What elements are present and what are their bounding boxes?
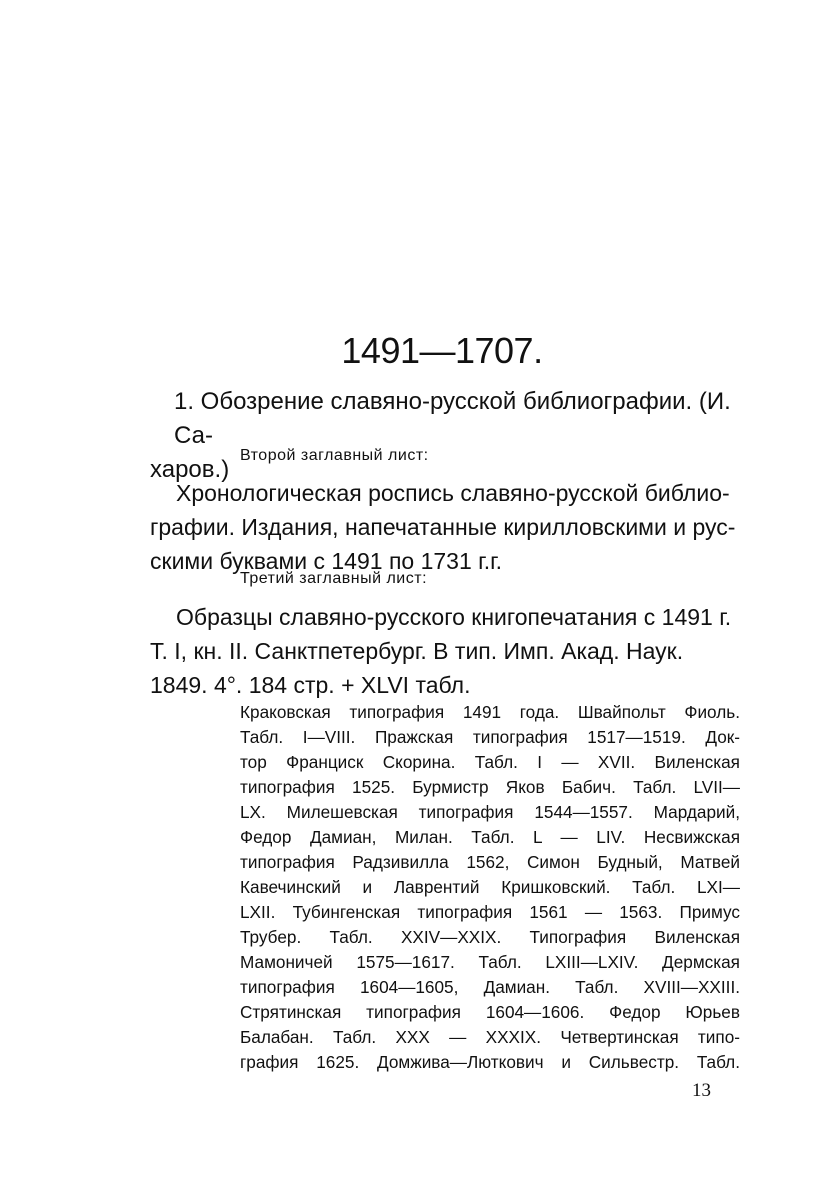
contents-line: графия 1625. Домжива—Люткович и Сильвестр. Табл. [240,1052,740,1072]
third-title-line-3: 1849. 4°. 184 стр. + XLVI табл. [150,672,471,698]
entry-title-line-1: 1. Обозрение славяно-русской библиографии. (И. Са- [174,388,731,449]
contents-line: типография 1604—1605, Дамиан. Табл. XVIII—XXIII. [240,977,740,997]
contents-line: LXII. Тубингенская типография 1561 — 1563. Примус [240,902,740,922]
contents-paragraph [240,700,740,1075]
contents-line: Балабан. Табл. XXX — XXXIX. Четвертинская типо- [240,1027,740,1047]
third-title-line-2: Т. I, кн. II. Санктпетербург. В тип. Имп. Акад. Наук. [150,638,684,664]
page-number: 13 [692,1080,711,1101]
contents-line: типография Радзивилла 1562, Симон Будный, Матвей [240,852,740,872]
contents-line: LX. Милешевская типография 1544—1557. Мардарий, [240,802,740,822]
contents-line: Стрятинская типография 1604—1606. Федор Юрьев [240,1002,740,1022]
contents-line: Табл. I—VIII. Пражская типография 1517—1519. Док- [240,727,740,747]
contents-line: типография 1525. Бурмистр Яков Бабич. Табл. LVII— [240,777,740,797]
contents-line: Федор Дамиан, Милан. Табл. L — LIV. Несвижская [240,827,740,847]
contents-line: Краковская типография 1491 года. Швайпольт Фиоль. [240,702,740,722]
second-title-line-1: Хронологическая роспись славяно-русской библио- [176,480,730,506]
section-heading: 1491—1707. [341,330,543,371]
third-title-label: Третий заглавный лист: [240,570,428,587]
third-title-line-1: Образцы славяно-русского книгопечатания с 1491 г. [176,604,732,630]
second-title-line-2: графии. Издания, напечатанные кирилловскими и рус- [150,514,736,540]
third-title-text [150,600,730,702]
second-title-text [150,476,736,578]
second-title-label: Второй заглавный лист: [240,447,429,464]
second-title-line-3: скими буквами с 1491 по 1731 г.г. [150,548,503,574]
entry-title [150,385,749,487]
contents-line: Кавечинский и Лаврентий Кришковский. Табл. LXI— [240,877,740,897]
contents-line: Мамоничей 1575—1617. Табл. LXIII—LXIV. Дермская [240,952,740,972]
entry-title-line-2: харов.) [150,456,230,483]
contents-line: тор Франциск Скорина. Табл. I — XVII. Виленская [240,752,740,772]
contents-line: Трубер. Табл. XXIV—XXIX. Типография Виленская [240,927,740,947]
